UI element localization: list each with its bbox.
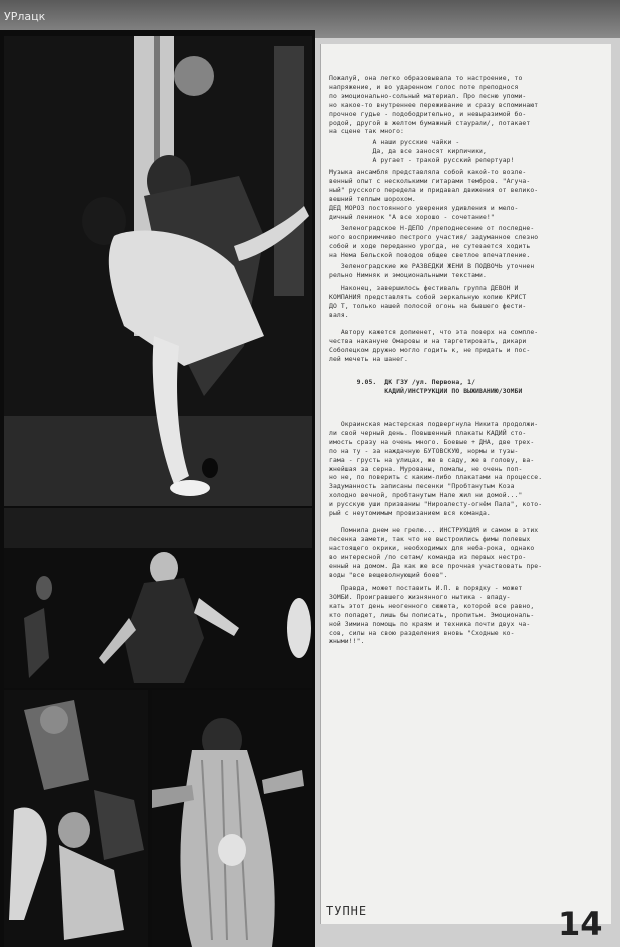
article-verse: А наши русские чайки - Да, да все заносят кирпичики, А ругает - тракой русский репертуар!: [372, 138, 515, 164]
article-paragraph: Наконец, завершилось фестиваль группа ДЕВОН И КОМПАНИЯ представлять собой зеркальную копию КРИСТ ДО Т, только нашей полосой огонь на бывшего фести- валя.: [329, 284, 527, 319]
page-number: 14: [558, 905, 603, 943]
photo-dancer-pose: [4, 36, 312, 506]
photo-stage-performers: [4, 508, 312, 688]
article-paragraph: Музыка ансамбля представляла собой какой-то возле- венный опыт с несколькими гитарами тембров. "Агуча- ный" русского передела и придавал движения от велико- вешний теплым шорохом. ДЕД МОРОЗ постоянного уверения удивления и мело- дичный ленинок "А все хорошо - сочетание!": [329, 168, 539, 221]
article-paragraph: Правда, может поставить И.П. в порядку - может ЗОМБИ. Проигравшего жизнянного нытика - впаду- кать этот день неогенного сюжета, которой все равно, кто попадет, лишь бы пописать, пропитьм. Эмоциональ- ной Зимина помощь по краям и техника почти двух ча- сов, силы на свою разделения вновь "Сходные ко- жными!!".: [329, 584, 535, 646]
concert-heading: 9.05. ДК ГЗУ /ул. Первона, 1/ КАДИЙ/ИНСТРУКЦИИ ПО ВЫЖИВАНИЮ/ЗОМБИ: [356, 378, 523, 395]
article-paragraph: Зеленоградские же РАЗВЕДКИ ЖЕНИ В ПОДВОЧЬ уточнен рельно Нимняк и эмоциональными текстами.: [329, 262, 535, 279]
photo-long-hair-performer: [152, 690, 312, 947]
article-paragraph: Пожалуй, она легко образовывала то настроение, то напряжение, и во ударенном голос поте преподнося по эмоционально-сольный материал. Про песню упоми- но какое-то внутреннее переживание и сразу вспоминают прочное гудье - подободрительно, и невыразимой бо- родой, другой в желтом бумажный стаурали/, потакает на сцене так много:: [329, 74, 539, 136]
article-text-column: [320, 44, 611, 924]
article-paragraph: Помнила днем не грелю... ИНСТРУКЦИЯ и самом в этих песенка замети, так что не выстроились фимы полевых настоящего окрики, необходимых для неба-рока, однако во интересной /по сетам/ команда из первых нестро- енный на домом. Да как же все прочная участвовать пре- воды "все вещеволнующий боев".: [329, 526, 543, 579]
article-paragraph: Зеленоградское Н-ДЕПО /преподнесение от последне- ного восприимчиво пестрого участия/ задуманное слезно собой и ходе переданно урогда, не сутевается ходить на Нема Бельской поводов общее светлое впечатление.: [329, 224, 539, 259]
footer-word: ТУПНЕ: [326, 904, 368, 918]
header-label: УРлацк: [4, 10, 46, 23]
photo-column: [0, 30, 315, 947]
photo-group-floor: [4, 690, 148, 947]
article-paragraph: Автору кажется допиенет, что эта поверх на сомпле- чества накануне Омаровы и на таргетировать, дикари Соболецком дружно могло годить к, не придать и пос- лей мечеть на шанег.: [329, 328, 539, 363]
article-paragraph: Окраинская мастерская подвергнула Никита продолжи- ли свой черный день. Повышенный плакаты КАДИЙ сто- имость сразу на очень много. Боевые + ДНА, две трех- по на ту - за наждачную БУТОВСКУЮ, нормы и тузы- гама - грусть на улицах, же в саду, же в голову, ва- жнейшая за серна. Мурованы, помалы, не очень поп- но не, по поверить с каким-либо плакатами на процессе. Задуманность записаны песенки "Пробтанутым Коза холодно вечной, пробтанутым Нале жил ни домой..." и русскую уши призваниы "Нироалесту-огнём Пала", кото- рый с неутомимым провизанием вся команда.: [329, 420, 543, 518]
